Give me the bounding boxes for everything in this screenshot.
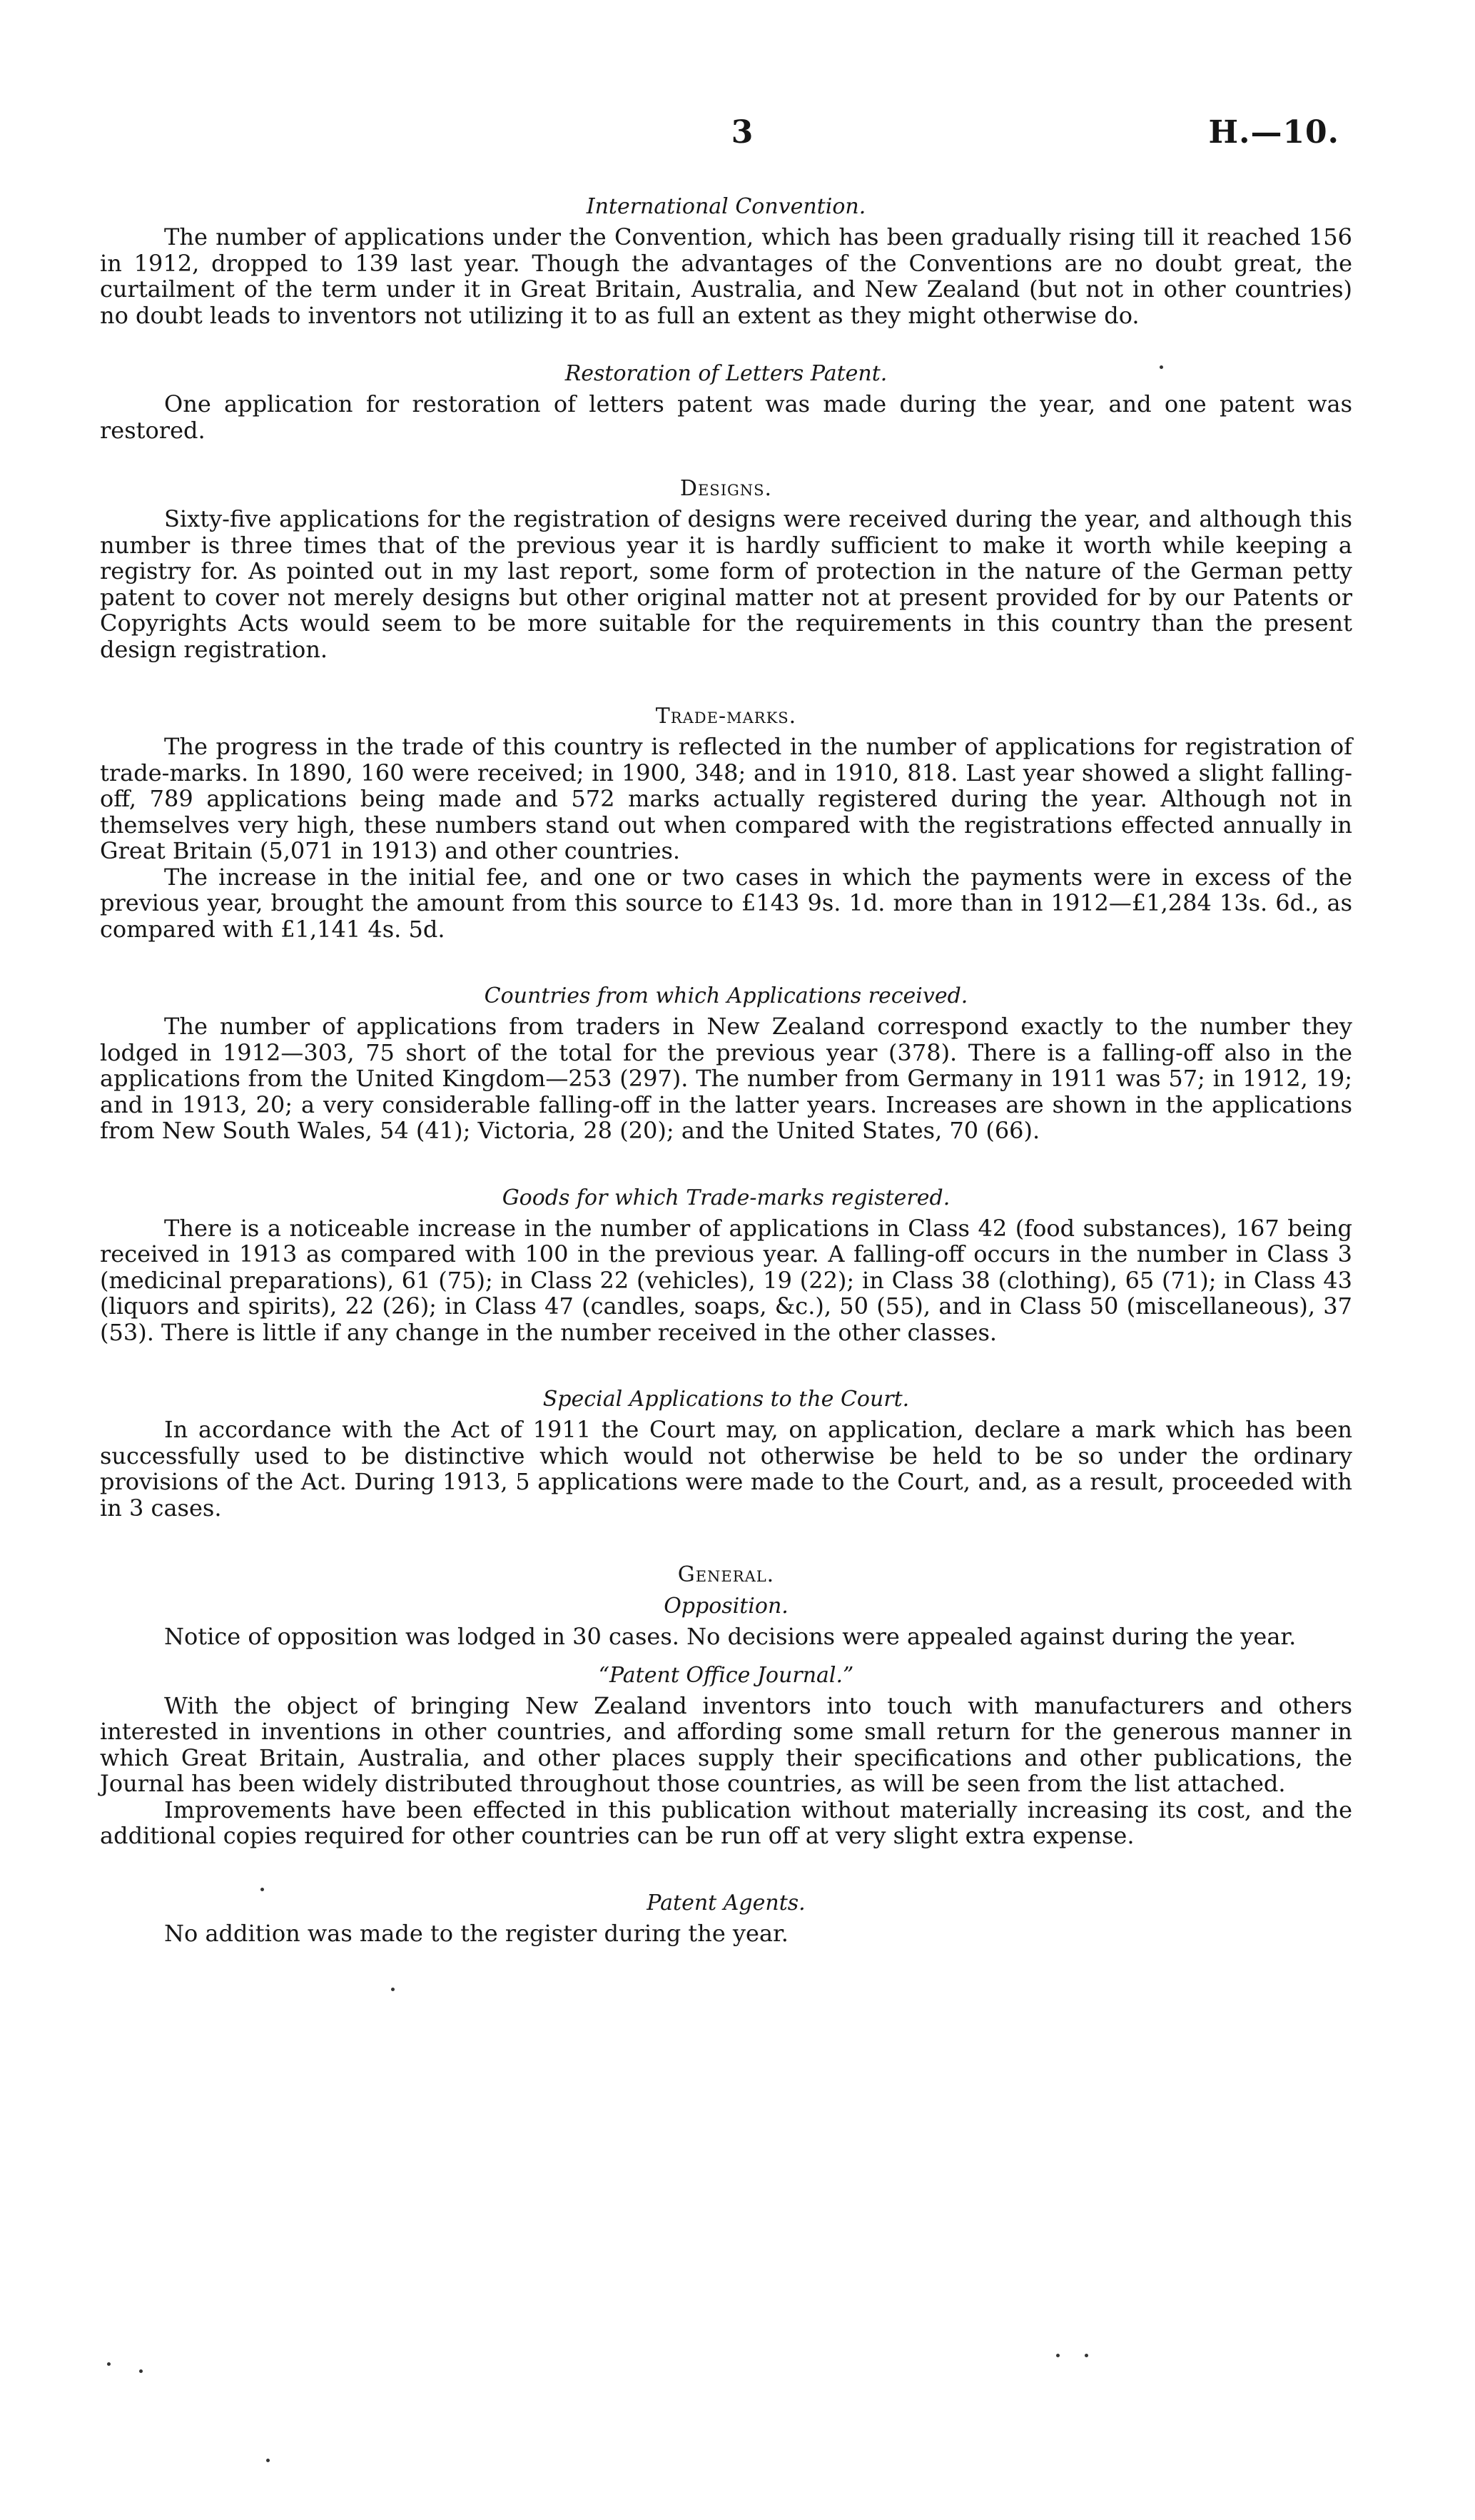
section-heading: Trade-marks. <box>655 704 797 729</box>
section-goods <box>100 1184 1352 1346</box>
print-speck <box>1056 2354 1060 2357</box>
section-heading: Restoration of Letters Patent. <box>564 361 888 386</box>
section-heading: “Patent Office Journal.” <box>598 1662 854 1688</box>
paragraph: Sixty-five applications for the registration of designs were received during the year, and although this number is three times that of the previous year it is hardly sufficient to make it worth while keeping a registry for. As pointed out in my last report, some form of protection in the nature of the German petty patent to cover not merely designs but other original matter not at present provided for by our Patents or Copyrights Acts would seem to be more suitable for the requirements in this country than the present design registration. <box>100 505 1352 663</box>
paragraph: Notice of opposition was lodged in 30 cases. No decisions were appealed against during the year. <box>164 1623 1297 1650</box>
print-speck <box>1160 365 1163 369</box>
section-countries <box>100 982 1352 1144</box>
section-restoration <box>100 360 1352 443</box>
section-heading: General. <box>677 1562 775 1587</box>
print-speck <box>139 2369 143 2373</box>
paragraph: With the object of bringing New Zealand inventors into touch with manufacturers and others interested in inventions in other countries, and affording some small return for the generous manner in which Great Britain, Australia, and other places supply their specifications and other publications, the Journal has been widely distributed throughout those countries, as will be seen from the list attached. <box>100 1691 1352 1797</box>
print-speck <box>1085 2354 1088 2357</box>
section-patent-office-journal <box>100 1661 1352 1849</box>
section-heading: Designs. <box>679 476 773 501</box>
page-number: 3 <box>731 114 754 151</box>
section-heading: Countries from which Applications received. <box>484 983 968 1008</box>
paragraph: The increase in the initial fee, and one or two cases in which the payments were in excess of the previous year, brought the amount from this source to £143 9s. 1d. more than in 1912—£1,284 13s. 6d., as compared with £1,141 4s. 5d. <box>100 863 1352 943</box>
paragraph: There is a noticeable increase in the number of applications in Class 42 (food substances), 167 being received in 1913 as compared with 100 in the previous year. A falling-off occurs in the number in Class 3 (medicinal preparations), 61 (75); in Class 22 (vehicles), 19 (22); in Class 38 (clothing), 65 (71); in Class 43 (liquors and spirits), 22 (26); in Class 47 (candles, soaps, &c.), 50 (55), and in Class 50 (miscellaneous), 37 (53). There is little if any change in the number received in the other classes. <box>100 1214 1352 1346</box>
paragraph: One application for restoration of letters patent was made during the year, and one patent was restored. <box>100 390 1352 444</box>
section-designs <box>100 475 1352 662</box>
document-reference: H.—10. <box>1208 114 1339 151</box>
section-heading: Special Applications to the Court. <box>542 1387 910 1412</box>
section-trade-marks <box>100 702 1352 942</box>
paragraph: In accordance with the Act of 1911 the Court may, on application, declare a mark which has been successfully used to be distinctive which would not otherwise be held to be so under the ordinary provisions of the Act. During 1913, 5 applications were made to the Court, and, as a result, proceeded with in 3 cases. <box>100 1416 1352 1522</box>
print-speck <box>266 2459 270 2462</box>
print-speck <box>107 2362 111 2366</box>
section-special-applications <box>100 1385 1352 1521</box>
paragraph: Improvements have been effected in this publication without materially increasing its cost, and the additional copies required for other countries can be run off at very slight extra expense. <box>100 1796 1352 1849</box>
section-heading: Patent Agents. <box>647 1890 806 1916</box>
paragraph: The number of applications from traders in New Zealand correspond exactly to the number they lodged in 1912—303, 75 short of the total for the previous year (378). There is a falling-off also in the applications from the United Kingdom—253 (297). The number from Germany in 1911 was 57; in 1912, 19; and in 1913, 20; a very considerable falling-off in the latter years. Increases are shown in the applications from New South Wales, 54 (41); Victoria, 28 (20); and the United States, 70 (66). <box>100 1013 1352 1144</box>
print-speck <box>260 1888 264 1891</box>
section-patent-agents <box>100 1889 1352 1947</box>
section-heading: Goods for which Trade-marks registered. <box>502 1185 951 1210</box>
paragraph: No addition was made to the register during the year. <box>164 1919 789 1947</box>
paragraph: The progress in the trade of this country is reflected in the number of applications for registration of trade-marks. In 1890, 160 were received; in 1900, 348; and in 1910, 818. Last year showed a slight falling-off, 789 applications being made and 572 marks actually registered during the year. Although not in themselves very high, these numbers stand out when compared with the registrations effected annually in Great Britain (5,071 in 1913) and other countries. <box>100 733 1352 864</box>
print-speck <box>391 1988 395 1991</box>
page-body <box>100 193 1352 1946</box>
section-heading: International Convention. <box>586 194 866 219</box>
section-international-convention <box>100 193 1352 328</box>
subsection-heading: Opposition. <box>664 1594 789 1619</box>
paragraph: The number of applications under the Convention, which has been gradually rising till it reached 156 in 1912, dropped to 139 last year. Though the advantages of the Conventions are no doubt great, the curtailment of the term under it in Great Britain, Australia, and New Zealand (but not in other countries) no doubt leads to inventors not utilizing it to as full an extent as they might otherwise do. <box>100 223 1352 329</box>
section-general <box>100 1561 1352 1650</box>
page-header <box>0 114 1475 157</box>
